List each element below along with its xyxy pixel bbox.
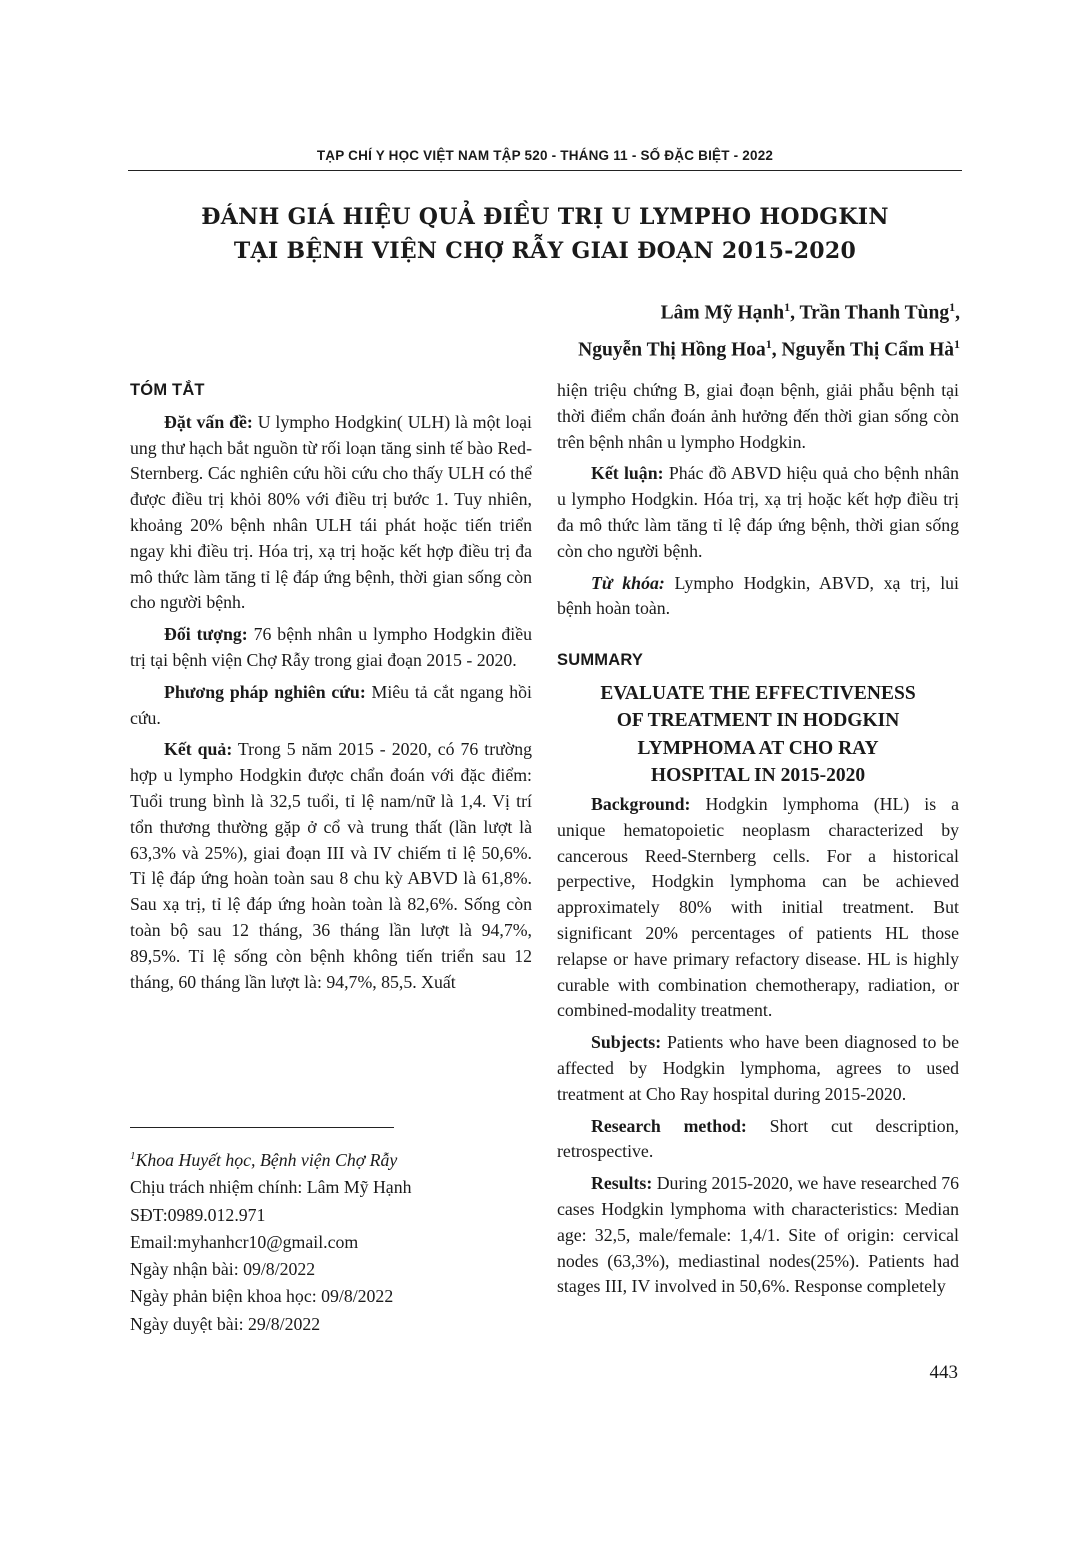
abstract-paragraph-background (130, 410, 532, 616)
footnote-email: Email:myhanhcr10@gmail.com (130, 1231, 359, 1252)
author-name: Nguyễn Thị Cẩm Hà (781, 339, 954, 360)
title-line: HOSPITAL IN 2015-2020 (650, 765, 866, 787)
paragraph-text: Phác đồ ABVD hiệu quả cho bệnh nhân u lympho Hodgkin. Hóa trị, xạ trị hoặc kết hợp điều trị đa mô thức làm tăng tỉ lệ đáp ứng bệnh, thời gian sống còn cho người bệnh. (557, 463, 959, 561)
affiliation-mark: 1 (784, 300, 791, 314)
page-number: 443 (929, 1362, 958, 1383)
paragraph-label: Background: (591, 793, 691, 814)
abstract-paragraph-keywords (557, 571, 959, 623)
affiliation-mark: 1 (765, 336, 772, 351)
journal-header: TẠP CHÍ Y HỌC VIỆT NAM TẬP 520 - THÁNG 11 - SỐ ĐẶC BIỆT - 2022 (128, 148, 962, 171)
left-column (130, 378, 532, 1001)
paragraph-label: Phương pháp nghiên cứu: (164, 681, 366, 702)
abstract-paragraph-results (130, 737, 532, 995)
abstract-paragraph-results-continued: hiện triệu chứng B, giai đoạn bệnh, giải phẫu bệnh tại thời điểm chẩn đoán ảnh hưởng đến thời gian sống còn trên bệnh nhân u lympho Hodgkin. (557, 380, 959, 452)
author-separator: , (790, 302, 800, 324)
abstract-paragraph-method (130, 680, 532, 732)
article-title-en (557, 680, 959, 790)
paragraph-label: Research method: (591, 1115, 747, 1136)
paragraph-label: Kết quả: (164, 739, 233, 760)
paragraph-text: During 2015-2020, we have researched 76 cases Hodgkin lymphoma with characteristics: Median age: 32,5, male/female: 1,4/1. Site of origin: cervical nodes (63,3%), mediastinal nodes(25%). Patients had stages III, IV involved in 50,6%. Response completely (557, 1173, 959, 1297)
summary-paragraph-method (557, 1114, 959, 1166)
title-line: EVALUATE THE EFFECTIVENESS (600, 682, 916, 704)
author-line (578, 292, 960, 329)
footnotes (130, 1143, 532, 1338)
paragraph-label: Đặt vấn đề: (164, 411, 253, 432)
paragraph-text: Patients who have been diagnosed to be affected by Hodgkin lymphoma, agrees to used treatment at Cho Ray hospital during 2015-2020. (557, 1032, 959, 1104)
footnote-divider (130, 1127, 394, 1128)
affiliation-text: Khoa Huyết học, Bệnh viện Chợ Rẫy (135, 1149, 398, 1170)
abstract-paragraph-subjects (130, 622, 532, 674)
title-line: OF TREATMENT IN HODGKIN (616, 710, 900, 732)
footnote-phone: SĐT:0989.012.971 (130, 1204, 266, 1225)
section-heading-summary: SUMMARY (557, 651, 644, 670)
affiliation-mark: 1 (954, 336, 960, 351)
paragraph-text: Lympho Hodgkin, ABVD, xạ trị, lui bệnh hoàn toàn. (557, 572, 959, 619)
paragraph-text: 76 bệnh nhân u lympho Hodgkin điều trị tại bệnh viện Chợ Rẫy trong giai đoạn 2015 - 2020. (130, 624, 532, 670)
paragraph-text: Hodgkin lymphoma (HL) is a unique hematopoietic neoplasm characterized by cancerous Reed-Sternberg cells. For a historical perpective, Hodgkin lymphoma can be achieved approximately 80% with initial treatment. But significant 20% percentages of patients HL those relapse or have primary refactory disease. HL is highly curable with combination chemotherapy, radiation, or combined-modality treatment. (557, 793, 959, 1021)
paragraph-text: Short cut description, retrospective. (557, 1115, 959, 1162)
title-line: ĐÁNH GIÁ HIỆU QUẢ ĐIỀU TRỊ U LYMPHO HODGKIN (201, 204, 889, 230)
affiliation-mark: 1 (130, 1150, 136, 1162)
section-heading-tom-tat: TÓM TẮT (130, 381, 205, 399)
summary-paragraph-results (557, 1171, 959, 1300)
paragraph-label: Đối tượng: (164, 624, 248, 645)
author-separator: , (771, 339, 782, 360)
footnote-received: Ngày nhận bài: 09/8/2022 (130, 1259, 316, 1280)
footnote-affiliation (130, 1143, 532, 1174)
author-name: Nguyễn Thị Hồng Hoa (578, 339, 766, 360)
abstract-paragraph-conclusion (557, 461, 959, 564)
author-name: Trần Thanh Tùng (799, 302, 950, 324)
article-title-vi (128, 200, 962, 268)
affiliation-mark: 1 (949, 300, 956, 314)
paragraph-text: U lympho Hodgkin( ULH) là một loại ung thư hạch bắt nguồn từ rối loạn tăng sinh tế bào Red-Sternberg. Các nghiên cứu hồi cứu cho thấy ULH có thể được điều trị khỏi 80% với điều trị bước 1. Tuy nhiên, khoảng 20% bệnh nhân ULH tái phát hoặc tiến triển ngay khi điều trị. Hóa trị, xạ trị hoặc kết hợp điều trị đa mô thức làm tăng tỉ lệ đáp ứng bệnh, thời gian sống còn cho người bệnh. (130, 411, 532, 613)
paragraph-text: Trong 5 năm 2015 - 2020, có 76 trường hợp u lympho Hodgkin được chẩn đoán với đặc điểm: Tuổi trung bình là 32,5 tuổi, tỉ lệ nam/nữ là 1,4. Vị trí tổn thương thường gặp ở cổ và trung thất (lần lượt là 63,3% và 25%), giai đoạn III và IV chiếm tỉ lệ 50,6%. Tỉ lệ đáp ứng hoàn toàn sau 8 chu kỳ ABVD là 61,8%. Sau xạ trị, tỉ lệ đáp ứng hoàn toàn là 82,6%. Sống còn toàn bộ sau 12 tháng, 36 tháng lần lượt là 94,7%, 89,5%. Tỉ lệ sống còn bệnh không tiến triển sau 12 tháng, 60 tháng lần lượt là: 94,7%, 85,5. Xuất (130, 739, 532, 992)
author-name: Lâm Mỹ Hạnh (660, 302, 785, 324)
author-list (578, 292, 960, 365)
footnote-accepted: Ngày duyệt bài: 29/8/2022 (130, 1313, 321, 1334)
title-line: TẠI BỆNH VIỆN CHỢ RẪY GIAI ĐOẠN 2015-2020 (233, 238, 857, 264)
paragraph-label: Kết luận: (591, 463, 664, 484)
right-column (557, 378, 959, 1306)
author-line (578, 329, 960, 366)
summary-paragraph-background (557, 792, 959, 1024)
footnote-reviewed: Ngày phản biện khoa học: 09/8/2022 (130, 1286, 394, 1307)
paragraph-label: Subjects: (591, 1032, 662, 1053)
title-line: LYMPHOMA AT CHO RAY (637, 737, 879, 759)
footnote-corresponding: Chịu trách nhiệm chính: Lâm Mỹ Hạnh (130, 1177, 412, 1198)
summary-paragraph-subjects (557, 1030, 959, 1107)
author-separator: , (955, 302, 960, 324)
paragraph-text: Miêu tả cắt ngang hồi cứu. (130, 681, 532, 728)
paragraph-label: Từ khóa: (591, 572, 665, 593)
paragraph-label: Results: (591, 1173, 653, 1194)
